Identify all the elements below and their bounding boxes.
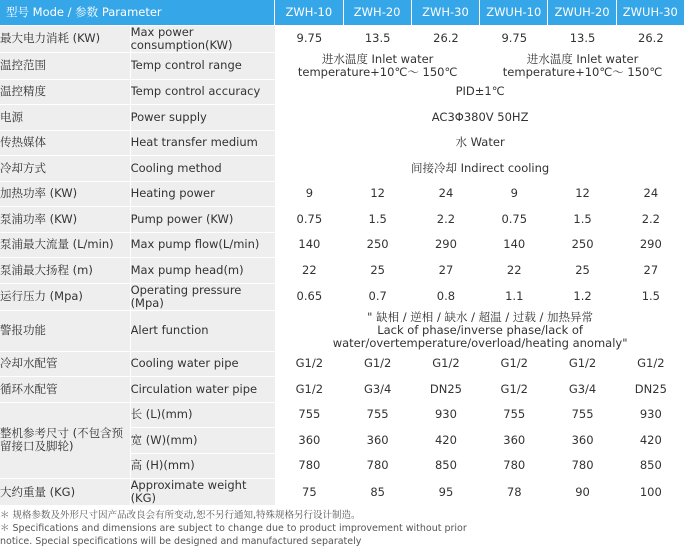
row-pressure bbox=[0, 284, 685, 311]
label-cn: 温控范围 bbox=[0, 53, 130, 80]
row-power-supply bbox=[0, 105, 685, 131]
label-cn: 冷却方式 bbox=[0, 156, 130, 182]
value-cell: 9.75 bbox=[480, 26, 548, 53]
label-en: Max pump flow(L/min) bbox=[130, 233, 276, 259]
row-weight bbox=[0, 479, 685, 506]
row-pump-power bbox=[0, 207, 685, 233]
value-cell-span: 水 Water bbox=[275, 131, 685, 157]
value-cell: 75 bbox=[275, 479, 343, 506]
value-cell: DN25 bbox=[412, 377, 480, 403]
alarm-value-cn: " 缺相 / 逆相 / 缺水 / 超温 / 过载 / 加热异常 bbox=[367, 310, 594, 324]
value-cell: G1/2 bbox=[548, 352, 616, 378]
value-cell: 755 bbox=[548, 403, 616, 429]
value-cell: 0.75 bbox=[275, 207, 343, 233]
label-en: Temp control accuracy bbox=[130, 80, 276, 106]
model-header: ZWUH-30 bbox=[617, 0, 685, 26]
value-cell: 22 bbox=[480, 258, 548, 284]
value-cell: 850 bbox=[617, 454, 685, 480]
row-medium bbox=[0, 131, 685, 157]
value-cell: 27 bbox=[617, 258, 685, 284]
value-cell: DN25 bbox=[617, 377, 685, 403]
value-cell: 27 bbox=[412, 258, 480, 284]
value-cell: 0.75 bbox=[480, 207, 548, 233]
row-temp-accuracy bbox=[0, 80, 685, 106]
value-cell: 24 bbox=[412, 182, 480, 208]
row-alarm bbox=[0, 311, 685, 352]
row-temp-range bbox=[0, 53, 685, 80]
model-header: ZWUH-20 bbox=[548, 0, 616, 26]
value-cell: G1/2 bbox=[480, 352, 548, 378]
label-cn: 泵浦最大扬程 (m) bbox=[0, 258, 130, 284]
value-cell: 100 bbox=[617, 479, 685, 506]
footnotes bbox=[0, 509, 690, 548]
value-cell-group-b: 进水温度 Inlet water temperature+10℃～ 150℃ bbox=[480, 53, 685, 80]
row-max-power bbox=[0, 26, 685, 53]
value-cell: 9 bbox=[480, 182, 548, 208]
value-cell: 0.65 bbox=[275, 284, 343, 311]
model-header: ZWH-10 bbox=[275, 0, 343, 26]
value-cell: 420 bbox=[617, 428, 685, 454]
value-cell: 26.2 bbox=[412, 26, 480, 53]
label-cn: 传热媒体 bbox=[0, 131, 130, 157]
value-cell: 420 bbox=[412, 428, 480, 454]
value-cell: G3/4 bbox=[548, 377, 616, 403]
value-cell: 755 bbox=[275, 403, 343, 429]
value-cell: 1.1 bbox=[480, 284, 548, 311]
value-cell: 13.5 bbox=[548, 26, 616, 53]
value-cell-span: PID±1℃ bbox=[275, 80, 685, 106]
row-cooling bbox=[0, 156, 685, 182]
model-header: ZWH-30 bbox=[412, 0, 480, 26]
label-cn: 运行压力 (Mpa) bbox=[0, 284, 130, 311]
value-cell: 13.5 bbox=[344, 26, 412, 53]
value-cell: 140 bbox=[480, 233, 548, 259]
value-cell: 0.7 bbox=[344, 284, 412, 311]
header-row bbox=[0, 0, 685, 26]
value-cell: 850 bbox=[412, 454, 480, 480]
label-en: Max pump head(m) bbox=[130, 258, 276, 284]
value-cell: 780 bbox=[275, 454, 343, 480]
value-cell: 9.75 bbox=[275, 26, 343, 53]
label-en: Heating power bbox=[130, 182, 276, 208]
alarm-value-cell bbox=[275, 311, 685, 352]
row-pump-head bbox=[0, 258, 685, 284]
value-cell: 250 bbox=[548, 233, 616, 259]
value-cell: G1/2 bbox=[412, 352, 480, 378]
label-en: 高 (H)(mm) bbox=[130, 454, 276, 480]
model-header: ZWH-20 bbox=[344, 0, 412, 26]
value-cell: G1/2 bbox=[617, 352, 685, 378]
value-cell: 85 bbox=[344, 479, 412, 506]
value-cell: 25 bbox=[548, 258, 616, 284]
label-cn: 加热功率 (KW) bbox=[0, 182, 130, 208]
label-en: Circulation water pipe bbox=[130, 377, 276, 403]
label-en: 长 (L)(mm) bbox=[130, 403, 276, 429]
footnote-en-line2: notice. Special specifications will be designed and manufactured separately bbox=[0, 536, 362, 547]
value-cell: 95 bbox=[412, 479, 480, 506]
value-cell: G3/4 bbox=[344, 377, 412, 403]
value-cell: G1/2 bbox=[344, 352, 412, 378]
value-cell: 755 bbox=[480, 403, 548, 429]
value-cell: 2.2 bbox=[412, 207, 480, 233]
value-cell: 930 bbox=[617, 403, 685, 429]
row-dim-length bbox=[0, 403, 685, 429]
value-cell: 780 bbox=[480, 454, 548, 480]
label-cn: 冷却水配管 bbox=[0, 352, 130, 378]
label-en: Max power consumption(KW) bbox=[130, 26, 276, 53]
value-cell: 0.8 bbox=[412, 284, 480, 311]
label-cn: 最大电力消耗 (KW) bbox=[0, 26, 130, 53]
row-circulation-pipe bbox=[0, 377, 685, 403]
label-cn: 电源 bbox=[0, 105, 130, 131]
label-en: Heat transfer medium bbox=[130, 131, 276, 157]
model-header: ZWUH-10 bbox=[480, 0, 548, 26]
value-cell: 22 bbox=[275, 258, 343, 284]
param-header: 型号 Mode / 参数 Parameter bbox=[0, 0, 275, 26]
label-en: Operating pressure (Mpa) bbox=[130, 284, 276, 311]
footnote-en-line1: ＊ Specifications and dimensions are subject to change due to product improvement without prior bbox=[0, 523, 467, 534]
label-cn: 大约重量 (KG) bbox=[0, 479, 130, 506]
value-cell: G1/2 bbox=[275, 352, 343, 378]
label-cn: 温控精度 bbox=[0, 80, 130, 106]
value-cell: 755 bbox=[344, 403, 412, 429]
label-cn: 警报功能 bbox=[0, 311, 130, 352]
footnote-cn: ＊ 规格参数及外形尺寸因产品改良会有所变动,恕不另行通知,特殊规格另行设计制造。 bbox=[0, 510, 361, 521]
label-en: Pump power (KW) bbox=[130, 207, 276, 233]
label-en: Cooling method bbox=[130, 156, 276, 182]
value-cell: 930 bbox=[412, 403, 480, 429]
value-cell: 12 bbox=[344, 182, 412, 208]
value-cell-group-a: 进水温度 Inlet water temperature+10℃～ 150℃ bbox=[275, 53, 480, 80]
label-en: Temp control range bbox=[130, 53, 276, 80]
value-cell: 1.5 bbox=[548, 207, 616, 233]
label-en: Alert function bbox=[130, 311, 276, 352]
value-cell: 78 bbox=[480, 479, 548, 506]
label-en: 宽 (W)(mm) bbox=[130, 428, 276, 454]
label-en: Cooling water pipe bbox=[130, 352, 276, 378]
value-cell: 90 bbox=[548, 479, 616, 506]
value-cell: 24 bbox=[617, 182, 685, 208]
value-cell: 360 bbox=[275, 428, 343, 454]
row-heating-power bbox=[0, 182, 685, 208]
value-cell: 25 bbox=[344, 258, 412, 284]
label-cn: 泵浦功率 (KW) bbox=[0, 207, 130, 233]
value-cell-span: 间接冷却 Indirect cooling bbox=[275, 156, 685, 182]
value-cell: G1/2 bbox=[480, 377, 548, 403]
value-cell: 12 bbox=[548, 182, 616, 208]
value-cell: 780 bbox=[344, 454, 412, 480]
dimensions-label-cn: 整机参考尺寸 (不包含预留接口及脚轮) bbox=[0, 403, 130, 480]
value-cell: 2.2 bbox=[617, 207, 685, 233]
row-pump-flow bbox=[0, 233, 685, 259]
label-cn: 泵浦最大流量 (L/min) bbox=[0, 233, 130, 259]
value-cell: 140 bbox=[275, 233, 343, 259]
value-cell: 290 bbox=[617, 233, 685, 259]
alarm-value-en: Lack of phase/inverse phase/lack of water/overtemperature/overload/heating anomaly" bbox=[332, 323, 628, 350]
label-en: Approximate weight (KG) bbox=[130, 479, 276, 506]
value-cell-span: AC3Φ380V 50HZ bbox=[275, 105, 685, 131]
value-cell: 360 bbox=[548, 428, 616, 454]
value-cell: 780 bbox=[548, 454, 616, 480]
row-cooling-pipe bbox=[0, 352, 685, 378]
value-cell: 1.5 bbox=[617, 284, 685, 311]
value-cell: 26.2 bbox=[617, 26, 685, 53]
value-cell: 1.2 bbox=[548, 284, 616, 311]
label-cn: 循环水配管 bbox=[0, 377, 130, 403]
value-cell: 360 bbox=[344, 428, 412, 454]
value-cell: 360 bbox=[480, 428, 548, 454]
value-cell: 1.5 bbox=[344, 207, 412, 233]
value-cell: 9 bbox=[275, 182, 343, 208]
value-cell: 250 bbox=[344, 233, 412, 259]
value-cell: 290 bbox=[412, 233, 480, 259]
label-en: Power supply bbox=[130, 105, 276, 131]
value-cell: G1/2 bbox=[275, 377, 343, 403]
